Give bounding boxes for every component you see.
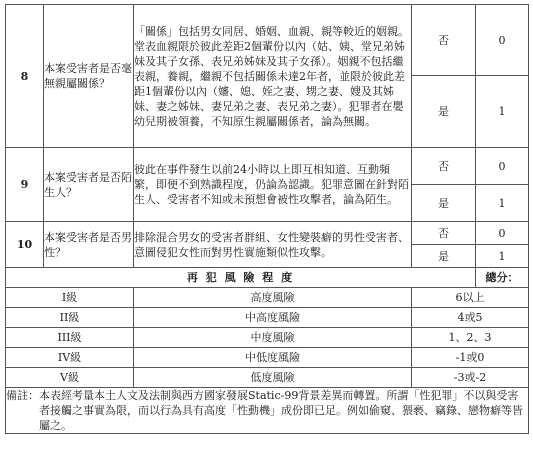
answer-score: 0 [476, 222, 529, 245]
risk-level-row [6, 308, 529, 328]
risk-points: 1、2、3 [412, 328, 529, 348]
note-label: 備註： [6, 389, 39, 402]
item-description: 「關係」包括男女同居、婚姻、血親、親等較近的姻親。堂表血親限於彼此差距2個輩份以內（姑、姨、堂兄弟姊妹及其子女孫、表兄弟姊妹及其子女孫）。姻親不包括繼表親，養親，繼親不包括關係未達2年者，並限於彼此差距1個輩份以內（嬸、媳、姪之妻、甥之妻、嫂及其姊妹、妻之姊妹、妻兄弟之妻、表兄弟之妻）。犯罪者在嬰幼兒期被領養，不知原生親屬關係者，論為無關。 [134, 5, 412, 148]
note-cell [6, 388, 529, 434]
answer-score: 1 [476, 76, 529, 148]
answer-score: 0 [476, 5, 529, 76]
item-number: 8 [6, 5, 44, 148]
item-description: 彼此在事件發生以前24小時以上即互相知道、互動頻繁，即便不到熟識程度，仍論為認識。犯罪意圖在針對陌生人、受害者不知或未預想會被性攻擊者，論為陌生。 [134, 148, 412, 222]
note-row [6, 388, 529, 434]
risk-level: II級 [6, 308, 134, 328]
risk-level-row [6, 368, 529, 388]
risk-assessment-table [5, 4, 529, 434]
item-question: 本案受害者是否毫無親屬關係？ [44, 5, 134, 148]
note-text: 本表經考量本土人文及法制與西方國家發展Static-99背景差異而轉置。所謂「性犯罪」不以與受害者接觸之事實為限，而以行為具有高度「性動機」成份即已足。例如偷窺、猥褻、竊錄、戀物癖等皆屬之。 [39, 389, 523, 432]
risk-description: 中低度風險 [134, 348, 412, 368]
risk-points: -3或-2 [412, 368, 529, 388]
risk-level-row [6, 348, 529, 368]
risk-points: -1或0 [412, 348, 529, 368]
answer-option: 否 [412, 222, 476, 245]
answer-option: 否 [412, 5, 476, 76]
answer-option: 是 [412, 76, 476, 148]
item-description: 排除混合男女的受害者群組、女性變裝癖的男性受害者、意圖侵犯女性而對男性實施類似性攻擊。 [134, 222, 412, 268]
item-row [6, 148, 529, 185]
risk-level-row [6, 328, 529, 348]
risk-level: V級 [6, 368, 134, 388]
answer-option: 是 [412, 185, 476, 222]
risk-level: IV級 [6, 348, 134, 368]
item-row [6, 5, 529, 76]
answer-score: 0 [476, 148, 529, 185]
risk-level: III級 [6, 328, 134, 348]
risk-points: 6以上 [412, 288, 529, 308]
risk-level-row [6, 288, 529, 308]
answer-score: 1 [476, 245, 529, 268]
risk-description: 中度風險 [134, 328, 412, 348]
item-question: 本案受害者是否男性？ [44, 222, 134, 268]
risk-header-row [6, 268, 529, 288]
risk-description: 高度風險 [134, 288, 412, 308]
risk-level: I級 [6, 288, 134, 308]
item-row [6, 222, 529, 245]
risk-description: 低度風險 [134, 368, 412, 388]
answer-option: 是 [412, 245, 476, 268]
answer-score: 1 [476, 185, 529, 222]
answer-option: 否 [412, 148, 476, 185]
item-number: 9 [6, 148, 44, 222]
item-number: 10 [6, 222, 44, 268]
item-question: 本案受害者是否陌生人？ [44, 148, 134, 222]
total-score-header: 總分： [476, 268, 529, 288]
risk-level-header: 再 犯 風 險 程 度 [6, 268, 476, 288]
risk-points: 4或5 [412, 308, 529, 328]
risk-description: 中高度風險 [134, 308, 412, 328]
